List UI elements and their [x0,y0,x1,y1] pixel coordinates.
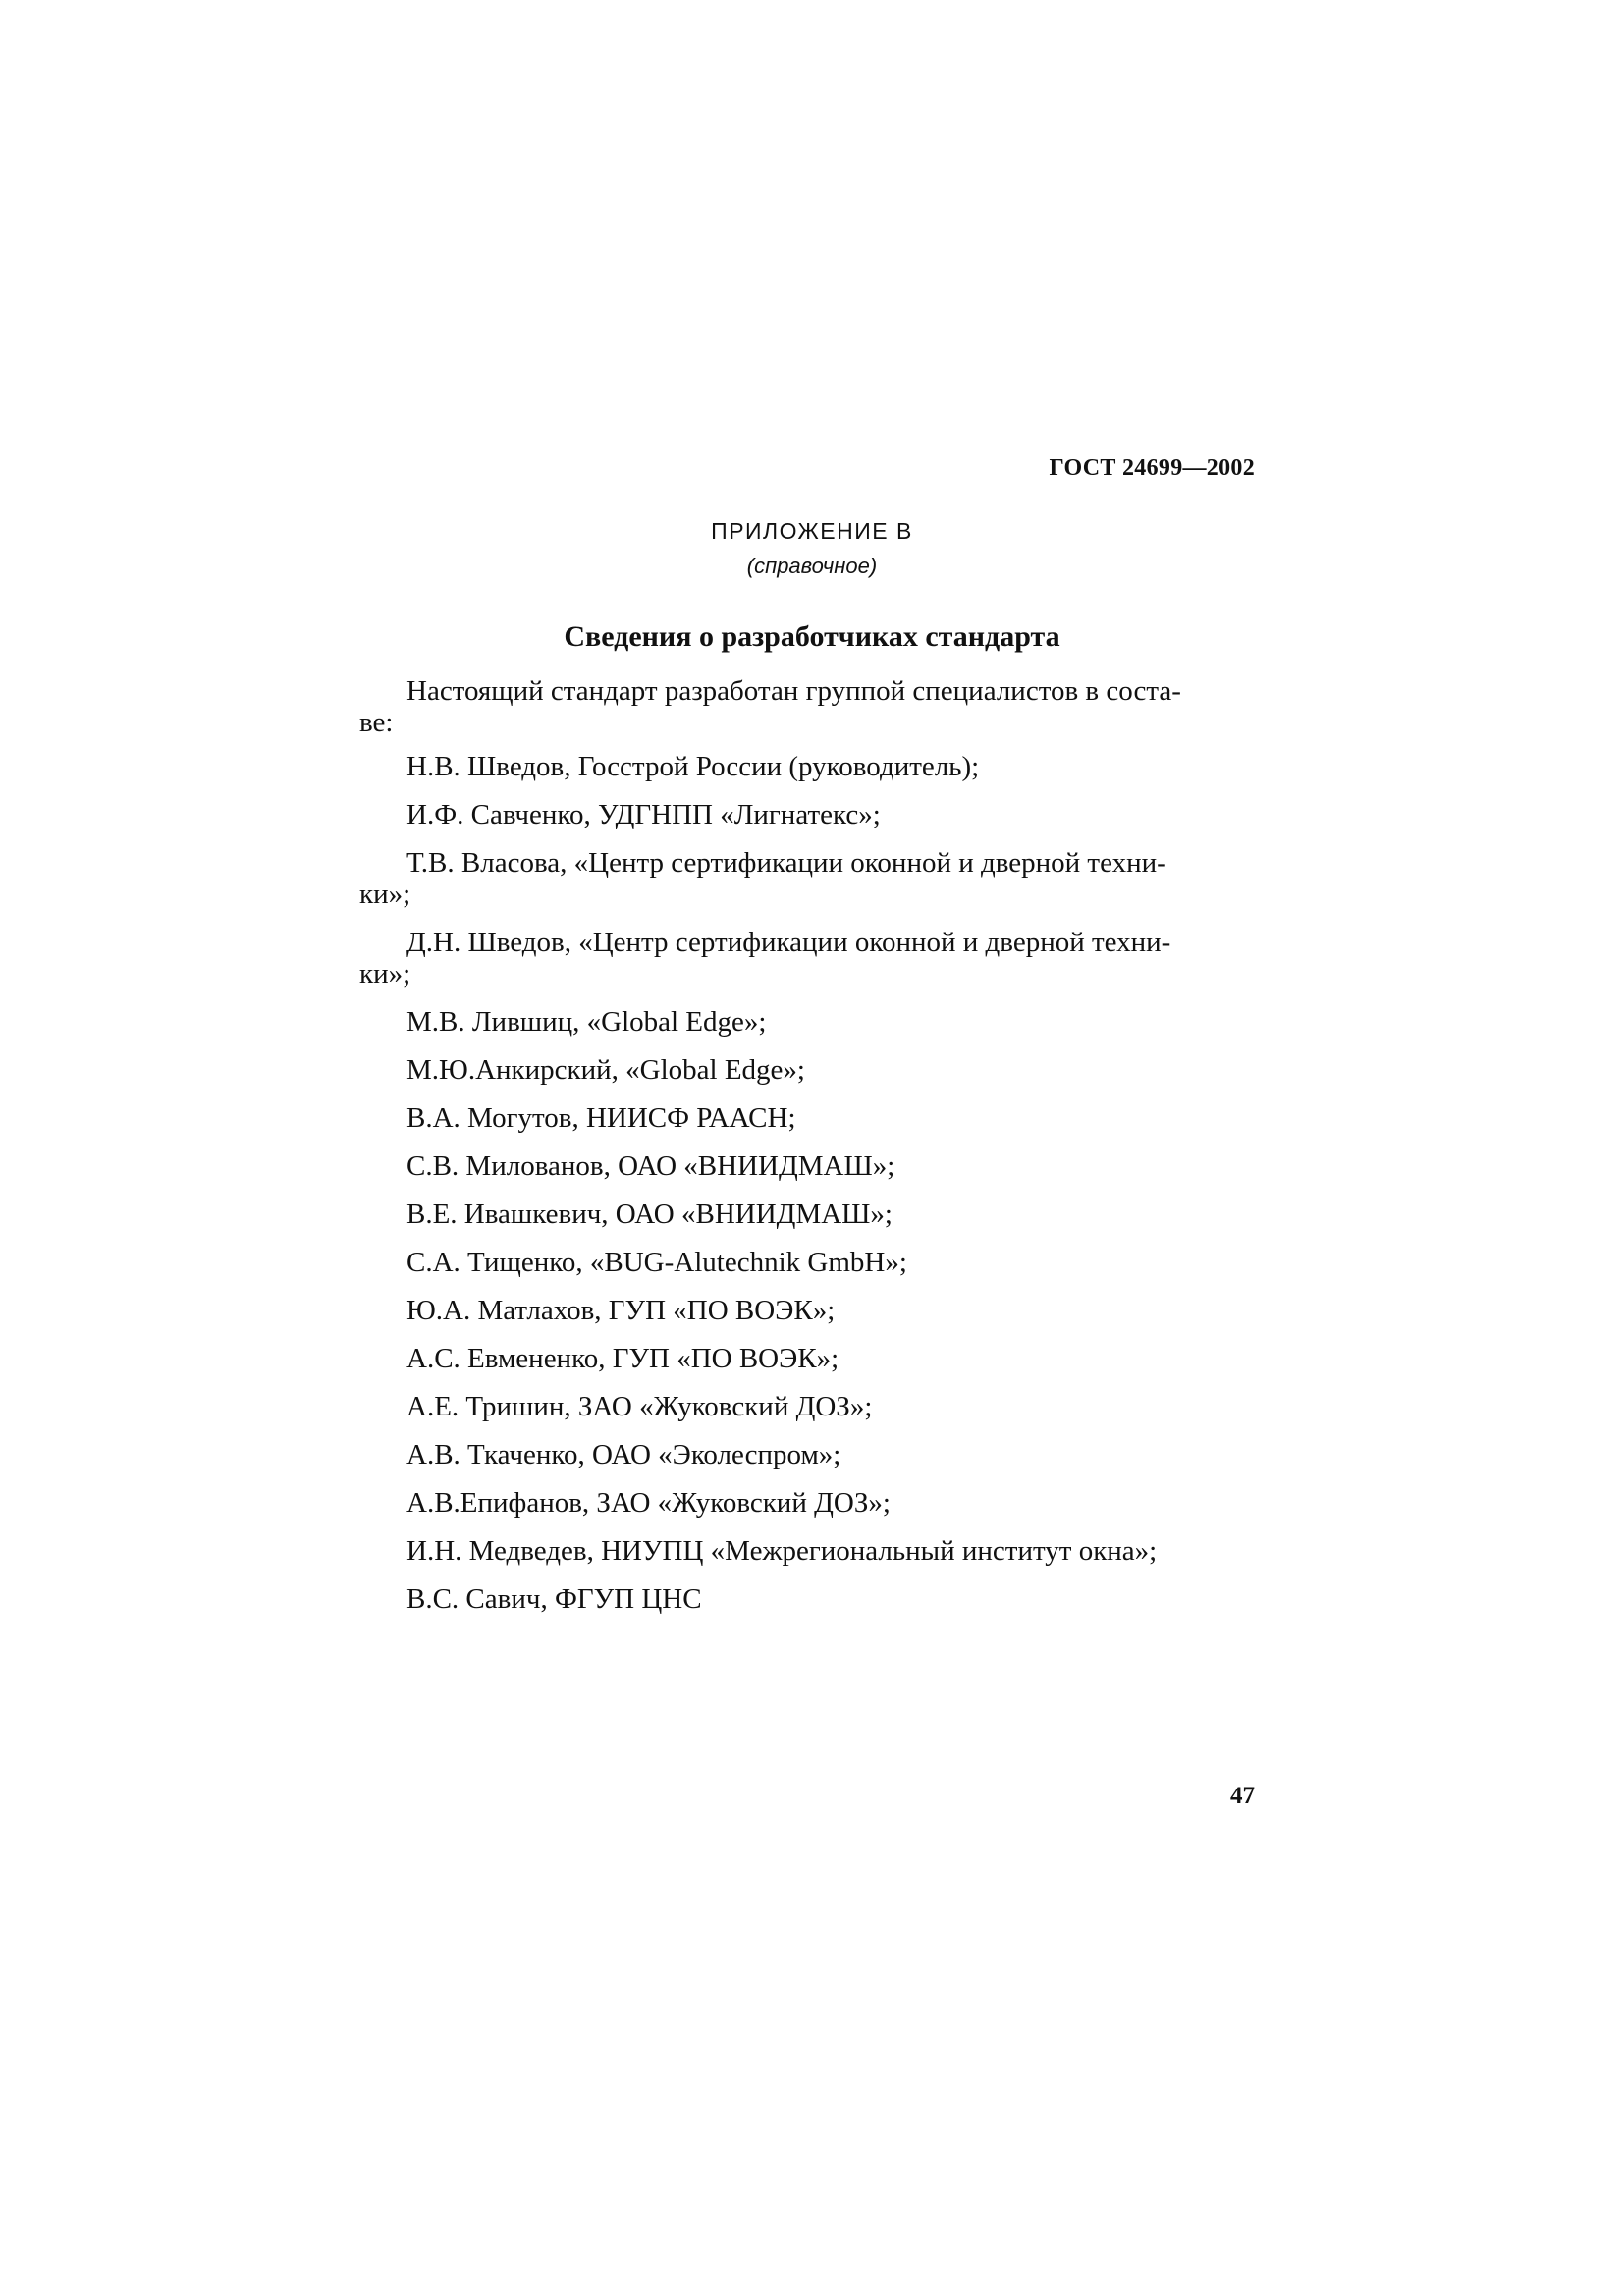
appendix-type: (справочное) [746,554,878,578]
developer-entry: И.Ф. Савченко, УДГНПП «Лигнатекс»; [406,799,881,830]
document-code: ГОСТ 24699—2002 [1049,455,1255,481]
developer-entry: Т.В. Власова, «Центр сертификации оконной и дверной техни- ки»; [359,847,1166,910]
developer-entry: В.Е. Ивашкевич, ОАО «ВНИИДМАШ»; [406,1199,893,1230]
developer-entry: Ю.А. Матлахов, ГУП «ПО ВОЭК»; [406,1295,836,1326]
intro-paragraph: Настоящий стандарт разработан группой специалистов в соста- ве: [359,675,1181,738]
developer-entry: В.С. Савич, ФГУП ЦНС [406,1583,702,1615]
developer-entry: Д.Н. Шведов, «Центр сертификации оконной и дверной техни- ки»; [359,927,1171,989]
developer-entry: С.А. Тищенко, «BUG-Alutechnik GmbH»; [406,1247,907,1278]
developer-entry: Н.В. Шведов, Госстрой России (руководитель); [406,751,980,782]
developer-entry: И.Н. Медведев, НИУПЦ «Межрегиональный институт окна»; [406,1535,1158,1567]
developer-entry: М.В. Лившиц, «Global Edge»; [406,1006,767,1038]
developer-entry: А.С. Евмененко, ГУП «ПО ВОЭК»; [406,1343,839,1374]
page-number: 47 [1230,1783,1255,1809]
developer-entry: С.В. Милованов, ОАО «ВНИИДМАШ»; [406,1150,895,1182]
developers-section [359,675,1253,1631]
developer-entry: А.В.Епифанов, ЗАО «Жуковский ДОЗ»; [406,1487,891,1519]
developer-entry: М.Ю.Анкирский, «Global Edge»; [406,1054,805,1086]
developer-entry: А.В. Ткаченко, ОАО «Эколеспром»; [406,1439,841,1470]
developer-entry: В.А. Могутов, НИИСФ РААСН; [406,1102,796,1134]
developer-entry: А.Е. Тришин, ЗАО «Жуковский ДОЗ»; [406,1391,873,1422]
appendix-label: ПРИЛОЖЕНИЕ В [711,518,913,544]
section-title: Сведения о разработчиках стандарта [564,620,1060,653]
